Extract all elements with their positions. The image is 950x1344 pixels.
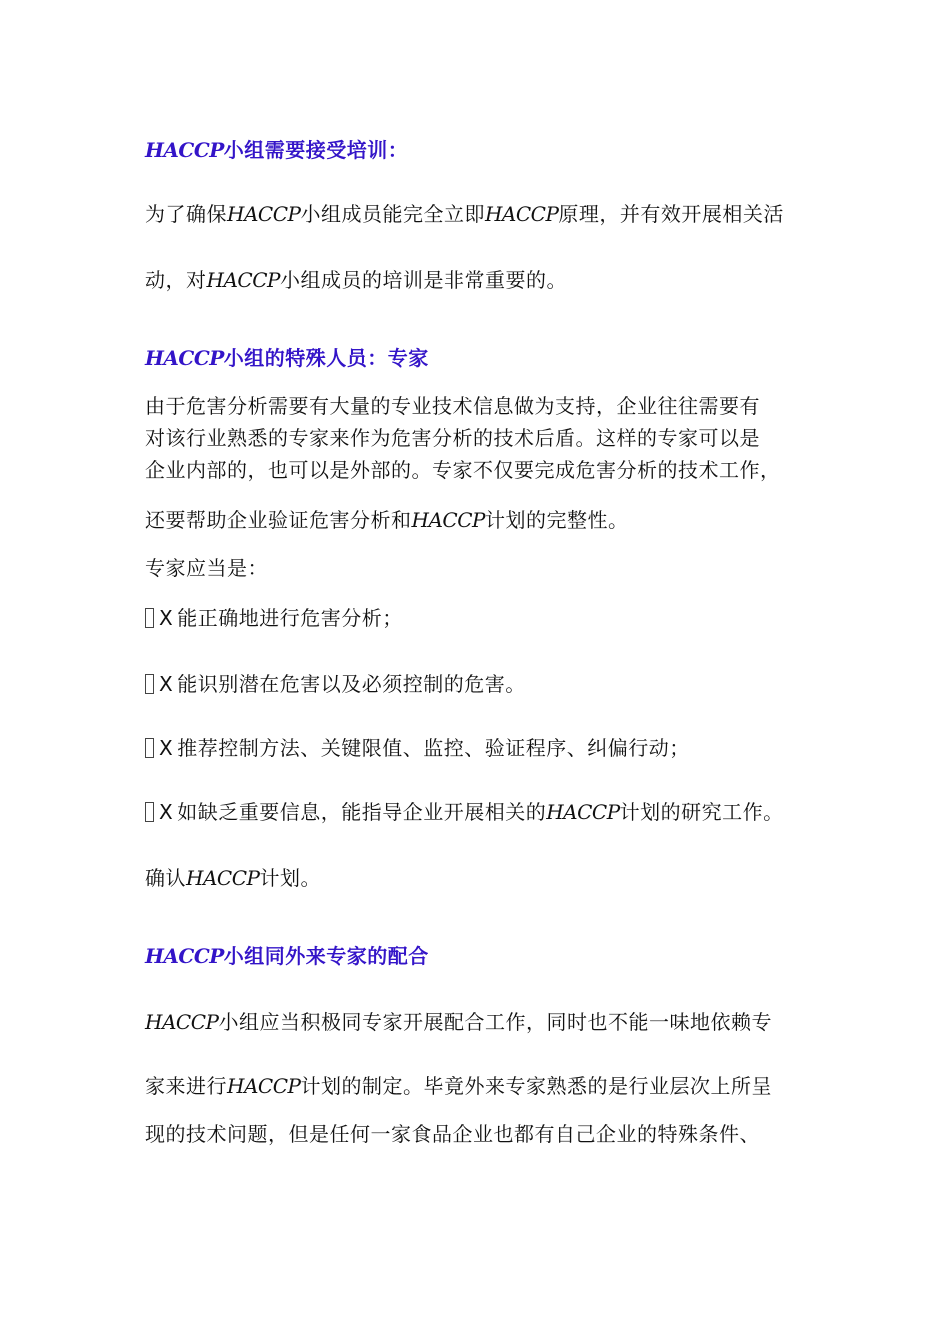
text-run: 还要帮助企业验证危害分析和 [145, 508, 412, 532]
brand-term: HACCP [546, 800, 620, 824]
brand-term: HACCP [411, 508, 485, 532]
paragraph-line [145, 506, 628, 534]
brand-term: HACCP [227, 1074, 301, 1098]
text-run: 计划。 [259, 866, 321, 890]
text-run: 小组成员的培训是非常重要的。 [279, 268, 567, 292]
text-run: 确认 [145, 866, 186, 890]
list-item [145, 734, 690, 762]
bullet-mark: X [159, 800, 174, 824]
expert-intro [145, 554, 268, 582]
bullet-box-icon [145, 738, 154, 758]
text-run: 由于危害分析需要有大量的专业技术信息做为支持，企业往往需要有 [145, 394, 760, 418]
text-run: 家来进行 [145, 1074, 227, 1098]
closing-line [145, 864, 321, 892]
text-run: 能识别潜在危害以及必须控制的危害。 [177, 672, 526, 696]
text-run: 对该行业熟悉的专家来作为危害分析的技术后盾。这样的专家可以是 [145, 426, 760, 450]
text-run: 动，对 [145, 268, 207, 292]
list-item [145, 604, 403, 632]
brand-term: HACCP [227, 202, 301, 226]
text-run: 计划的研究工作。 [619, 800, 784, 824]
bullet-mark: X [159, 672, 174, 696]
list-item [145, 670, 526, 698]
text-run: 小组应当积极同专家开展配合工作，同时也不能一味地依赖专 [218, 1010, 772, 1034]
text-run: 计划的完整性。 [484, 508, 629, 532]
brand-term: HACCP [145, 138, 224, 162]
heading-text: 小组的特殊人员：专家 [223, 346, 429, 370]
paragraph-line [145, 392, 760, 420]
text-run: 推荐控制方法、关键限值、监控、验证程序、纠偏行动； [177, 736, 690, 760]
paragraph-line [145, 1008, 772, 1036]
paragraph-line [145, 200, 784, 228]
text-run: 能正确地进行危害分析； [177, 606, 403, 630]
text-run: 现的技术问题，但是任何一家食品企业也都有自己企业的特殊条件、 [145, 1122, 760, 1146]
bullet-mark: X [159, 606, 174, 630]
paragraph-line [145, 424, 760, 452]
paragraph-line [145, 1120, 760, 1148]
brand-term: HACCP [186, 866, 260, 890]
paragraph-line [145, 266, 567, 294]
text-run: 计划的制定。毕竟外来专家熟悉的是行业层次上所呈 [300, 1074, 772, 1098]
list-item [145, 798, 784, 826]
brand-term: HACCP [145, 346, 224, 370]
text-run: 如缺乏重要信息，能指导企业开展相关的 [177, 800, 547, 824]
heading-text: 小组需要接受培训： [223, 138, 409, 162]
section-heading-experts [145, 344, 429, 372]
bullet-box-icon [145, 608, 154, 628]
text-run: 小组成员能完全立即 [300, 202, 485, 226]
brand-term: HACCP [145, 1010, 219, 1034]
bullet-box-icon [145, 802, 154, 822]
bullet-box-icon [145, 674, 154, 694]
brand-term: HACCP [206, 268, 280, 292]
bullet-mark: X [159, 736, 174, 760]
text-run: 原理，并有效开展相关活 [558, 202, 784, 226]
text-run: 为了确保 [145, 202, 227, 226]
paragraph-line [145, 456, 781, 484]
brand-term: HACCP [145, 944, 224, 968]
brand-term: HACCP [484, 202, 559, 226]
section-heading-training [145, 136, 408, 164]
text-run: 专家应当是： [145, 556, 268, 580]
heading-text: 小组同外来专家的配合 [223, 944, 429, 968]
paragraph-line [145, 1072, 772, 1100]
section-heading-cooperation [145, 942, 429, 970]
text-run: 企业内部的，也可以是外部的。专家不仅要完成危害分析的技术工作， [145, 458, 781, 482]
